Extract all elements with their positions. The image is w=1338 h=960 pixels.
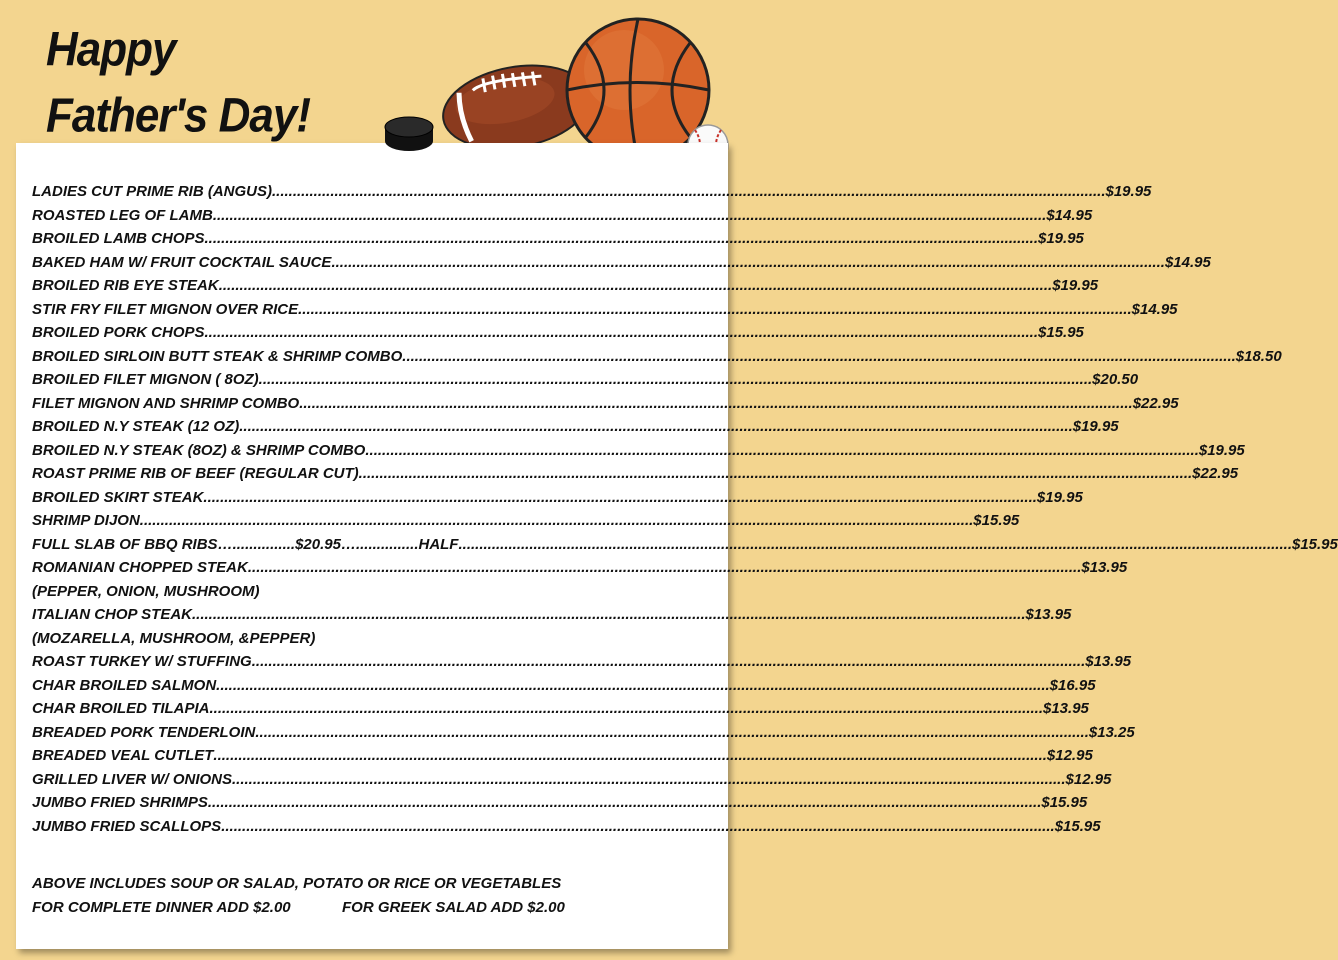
menu-item-name: BROILED N.Y STEAK (8OZ) & SHRIMP COMBO — [32, 441, 366, 459]
leader-dots: ........................................................................................................................................................................................................ — [192, 606, 1026, 623]
menu-item-price: $19.95 — [1072, 418, 1119, 435]
leader-dots: ........................................................................................................................................................................................................ — [299, 394, 1133, 412]
menu-item-price: $13.95 — [1081, 559, 1128, 576]
menu-item-name: LADIES CUT PRIME RIB (ANGUS) — [32, 183, 272, 200]
menu-item-price: $19.95 — [1198, 441, 1245, 459]
menu-item-price: $12.95 — [1046, 747, 1093, 764]
menu-item-full-price: $20.95 — [295, 535, 341, 553]
leader-dots: ........................................................................................................................................................................................................ — [139, 512, 974, 529]
menu-item — [32, 794, 1088, 816]
menu-item-price: $14.95 — [1131, 300, 1178, 318]
menu-item — [32, 347, 1282, 370]
menu-item — [32, 700, 1089, 722]
menu-item-name: BAKED HAM W/ FRUIT COCKTAIL SAUCE — [32, 253, 332, 271]
menu-item-note — [32, 630, 315, 652]
menu-item — [32, 206, 1093, 229]
leader-dots: ........................................................................................................................................................................................................ — [218, 277, 1053, 294]
menu-item-name: CHAR BROILED TILAPIA — [32, 700, 210, 717]
menu-item — [32, 253, 1211, 276]
menu-item — [32, 723, 1135, 746]
menu-item — [32, 770, 1112, 793]
menu-item-name: JUMBO FRIED SHRIMPS — [32, 794, 208, 811]
hockey-puck-icon — [383, 113, 435, 153]
leader-dots: ........................................................................................................................................................................................................ — [458, 535, 1292, 553]
leader-dots: ........................................................................................................................................................................................................ — [239, 418, 1073, 435]
leader-dots: ........................................................................................................................................................................................................ — [272, 183, 1106, 200]
menu-item-price: $13.95 — [1025, 606, 1072, 623]
leader-dots: ........................................................................................................................................................................................................ — [365, 441, 1199, 459]
leader-dots: ........................................................................................................................................................................................................ — [258, 371, 1093, 388]
footer-includes: ABOVE INCLUDES SOUP OR SALAD, POTATO OR RICE OR VEGETABLES — [32, 875, 562, 892]
leader-dots: ........................................................................................................................................................................................................ — [402, 347, 1236, 365]
menu-item — [32, 441, 1245, 464]
menu-item-price: $19.95 — [1052, 277, 1099, 294]
leader-dots: ........................................................................................................................................................................................................ — [209, 700, 1043, 717]
menu-item-price: $18.50 — [1235, 347, 1282, 365]
leader-dots: ........................................................................................................................................................................................................ — [203, 488, 1037, 506]
menu-item-half-label: HALF — [418, 535, 459, 553]
menu-item — [32, 747, 1093, 769]
menu-item-name: BREADED PORK TENDERLOIN — [32, 723, 256, 741]
leader-dots: …............... — [217, 535, 296, 553]
leader-dots: ........................................................................................................................................................................................................ — [232, 770, 1066, 788]
menu-item-name: ROMANIAN CHOPPED STEAK — [32, 559, 248, 576]
note-text: (MOZARELLA, MUSHROOM, &PEPPER) — [32, 629, 316, 647]
menu-item-price: $16.95 — [1049, 676, 1096, 694]
menu-item-price: $22.95 — [1132, 394, 1179, 412]
menu-item-name: STIR FRY FILET MIGNON OVER RICE — [32, 300, 299, 318]
menu-item-name: ITALIAN CHOP STEAK — [32, 606, 192, 623]
menu-item — [32, 183, 1152, 205]
menu-item-price: $15.95 — [1291, 535, 1338, 553]
menu-item-price: $15.95 — [1054, 817, 1101, 835]
menu-item-price: $19.95 — [1105, 183, 1152, 200]
leader-dots: ........................................................................................................................................................................................................ — [207, 794, 1042, 811]
menu-item-name: ROAST PRIME RIB OF BEEF (REGULAR CUT) — [32, 465, 359, 482]
leader-dots: ........................................................................................................................................................................................................ — [212, 206, 1047, 224]
menu-item-price: $15.95 — [1041, 794, 1088, 811]
menu-item — [32, 465, 1239, 487]
title-line-2: Father's Day! — [46, 88, 310, 143]
leader-dots: ........................................................................................................................................................................................................ — [298, 300, 1132, 318]
menu-item — [32, 230, 1084, 252]
menu-item-price: $14.95 — [1046, 206, 1093, 224]
leader-dots: ........................................................................................................................................................................................................ — [251, 653, 1086, 670]
menu-item-price: $15.95 — [973, 512, 1020, 529]
menu-item-price: $15.95 — [1038, 324, 1084, 341]
menu-item — [32, 676, 1096, 699]
leader-dots: ........................................................................................................................................................................................................ — [358, 465, 1193, 482]
menu-item — [32, 817, 1101, 840]
menu-item-name: BROILED LAMB CHOPS — [32, 230, 205, 247]
menu-item — [32, 277, 1099, 299]
menu-item-name: SHRIMP DIJON — [32, 512, 140, 529]
menu-item-name: BROILED RIB EYE STEAK — [32, 277, 219, 294]
menu-item-price: $20.50 — [1092, 371, 1139, 388]
footer-greek-salad: FOR GREEK SALAD ADD $2.00 — [342, 899, 565, 916]
menu-item — [32, 371, 1139, 393]
leader-dots: ........................................................................................................................................................................................................ — [204, 324, 1039, 341]
menu-item — [32, 653, 1132, 675]
menu-item-name: BROILED N.Y STEAK (12 OZ) — [32, 418, 240, 435]
menu-item-name: BREADED VEAL CUTLET — [32, 747, 214, 764]
menu-item — [32, 606, 1072, 628]
note-text: (PEPPER, ONION, MUSHROOM) — [32, 582, 260, 600]
menu-item-name: ROAST TURKEY W/ STUFFING — [32, 653, 252, 670]
leader-dots: ........................................................................................................................................................................................................ — [221, 817, 1055, 835]
menu-item-name: FULL SLAB OF BBQ RIBS — [32, 535, 218, 553]
menu-item-name: BROILED SIRLOIN BUTT STEAK & SHRIMP COMBO — [32, 347, 403, 365]
menu-item — [32, 512, 1020, 534]
menu-item — [32, 300, 1178, 323]
menu-item-name: GRILLED LIVER W/ ONIONS — [32, 770, 233, 788]
menu-item-name: FILET MIGNON AND SHRIMP COMBO — [32, 394, 300, 412]
menu-item — [32, 488, 1083, 511]
menu-item-name: ROASTED LEG OF LAMB — [32, 206, 213, 224]
title-line-1: Happy — [46, 22, 176, 77]
menu-item — [32, 535, 1338, 558]
menu-item-price: $12.95 — [1065, 770, 1112, 788]
menu-item-note — [32, 583, 260, 605]
leader-dots: ........................................................................................................................................................................................................ — [247, 559, 1082, 576]
menu-item-price: $13.95 — [1085, 653, 1132, 670]
leader-dots: ........................................................................................................................................................................................................ — [216, 676, 1050, 694]
menu-item-name: JUMBO FRIED SCALLOPS — [32, 817, 222, 835]
menu-item-price: $14.95 — [1164, 253, 1211, 271]
menu-item-price: $13.95 — [1043, 700, 1089, 717]
leader-dots: ........................................................................................................................................................................................................ — [213, 747, 1047, 764]
menu-item-name: CHAR BROILED SALMON — [32, 676, 217, 694]
leader-dots: ........................................................................................................................................................................................................ — [331, 253, 1165, 271]
menu-item — [32, 559, 1128, 581]
menu-item-price: $22.95 — [1192, 465, 1239, 482]
menu-item-name: BROILED FILET MIGNON ( 8OZ) — [32, 371, 259, 388]
menu-item — [32, 324, 1084, 346]
menu-item-price: $19.95 — [1038, 230, 1084, 247]
footer-complete-dinner: FOR COMPLETE DINNER ADD $2.00 — [32, 899, 291, 916]
leader-dots: …............... — [340, 535, 419, 553]
menu-item-name: BROILED PORK CHOPS — [32, 324, 205, 341]
menu-item-price: $19.95 — [1036, 488, 1083, 506]
menu-item-name: BROILED SKIRT STEAK — [32, 488, 204, 506]
menu-item — [32, 394, 1179, 417]
leader-dots: ........................................................................................................................................................................................................ — [255, 723, 1089, 741]
menu-item — [32, 418, 1119, 440]
menu-item-price: $13.25 — [1088, 723, 1135, 741]
leader-dots: ........................................................................................................................................................................................................ — [204, 230, 1038, 247]
